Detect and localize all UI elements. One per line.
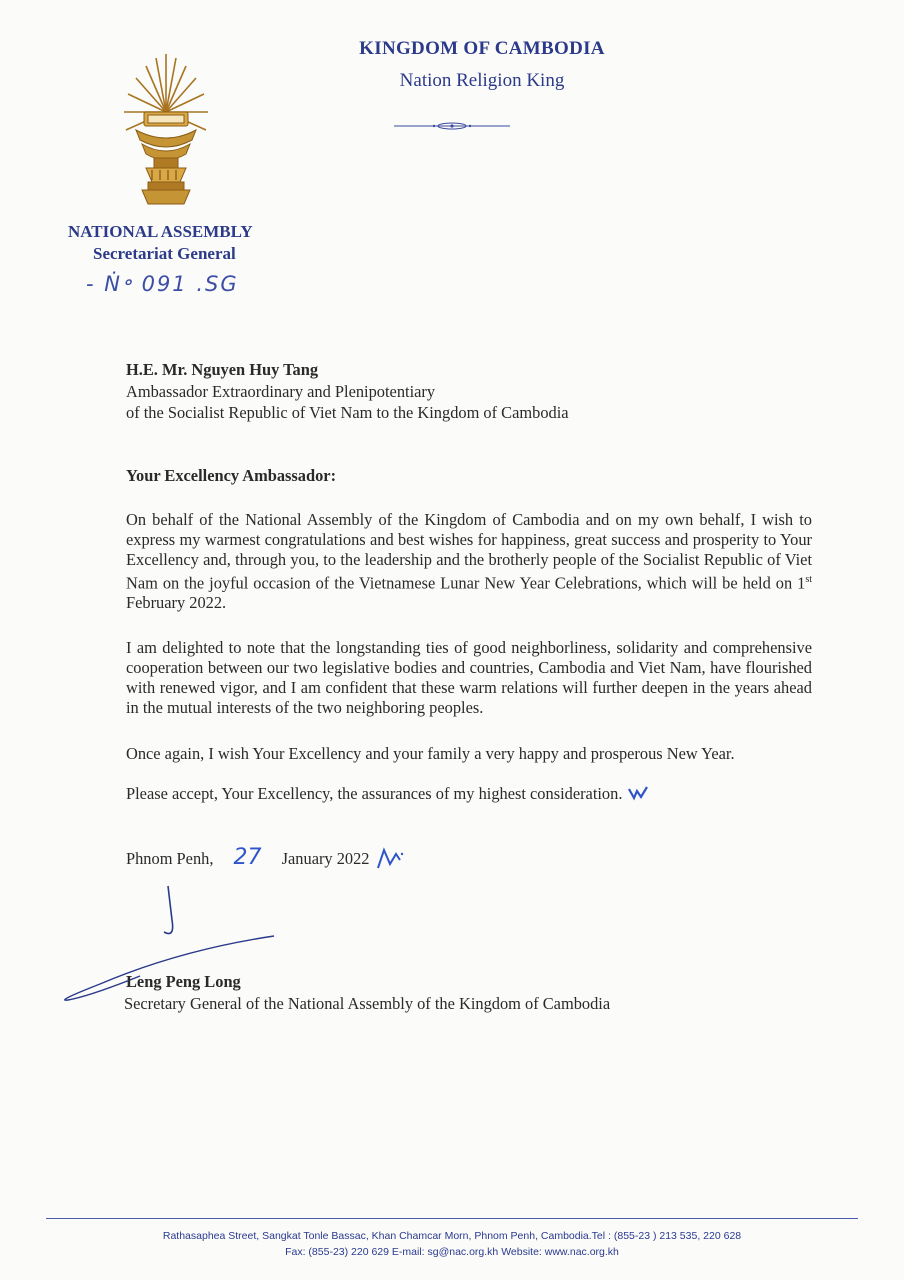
paragraph-4-text: Please accept, Your Excellency, the assurances of my highest consideration. bbox=[126, 784, 623, 803]
sender-office: Secretariat General bbox=[93, 244, 236, 263]
footer-contact: Fax: (855-23) 220 629 E-mail: sg@nac.org.kh Website: www.nac.org.kh bbox=[285, 1246, 619, 1258]
paragraph-2: I am delighted to note that the longstanding ties of good neighborliness, solidarity and comprehensive cooperation between our two legislative bodies and countries, Cambodia and Viet Nam, have flourished with renewed vigor, and I am confident that these warm relations will further deepen in the years ahead in the mutual interests of the two neighboring peoples. bbox=[126, 638, 812, 717]
paragraph-4 bbox=[126, 784, 812, 804]
paragraph-3: Once again, I wish Your Excellency and your family a very happy and prosperous New Year. bbox=[126, 744, 735, 763]
paragraph-1-text: On behalf of the National Assembly of the Kingdom of Cambodia and on my own behalf, I wish to express my warmest congratulations and best wishes for happiness, great success and prosperity to Your Excellency and, through you, to the leadership and the brotherly people of the Socialist Republic of Viet Nam on the joyful occasion of the Vietnamese Lunar New Year Celebrations, which will be held on 1 bbox=[126, 510, 812, 593]
reference-number: - Ṅ॰ 091 .SG bbox=[86, 272, 239, 296]
handwritten-day: 27 bbox=[233, 845, 262, 870]
footer-divider bbox=[46, 1218, 858, 1219]
header-country: KINGDOM OF CAMBODIA bbox=[359, 38, 605, 59]
paragraph-1 bbox=[126, 510, 812, 613]
salutation: Your Excellency Ambassador: bbox=[126, 466, 337, 485]
signer-name: Leng Peng Long bbox=[126, 972, 241, 991]
initial-mark-icon bbox=[627, 785, 649, 801]
footer-address: Rathasaphea Street, Sangkat Tonle Bassac, Khan Chamcar Morn, Phnom Penh, Cambodia.Tel : (855-23 ) 213 535, 220 628 bbox=[162, 1230, 742, 1242]
paragraph-1-ordinal: st bbox=[805, 574, 812, 585]
header-motto: Nation Religion King bbox=[399, 70, 565, 91]
recipient-title-line1: Ambassador Extraordinary and Plenipotentiary bbox=[126, 382, 436, 401]
recipient-name: H.E. Mr. Nguyen Huy Tang bbox=[126, 360, 319, 379]
month-year-text: January 2022 bbox=[281, 849, 370, 868]
sender-department: NATIONAL ASSEMBLY bbox=[68, 222, 253, 241]
decorative-divider-icon bbox=[392, 120, 512, 132]
paragraph-1-end: February 2022. bbox=[126, 593, 227, 613]
recipient-title-line2: of the Socialist Republic of Viet Nam to the Kingdom of Cambodia bbox=[126, 403, 569, 422]
place-text: Phnom Penh, bbox=[126, 849, 214, 868]
initial-mark-icon bbox=[374, 846, 404, 872]
cambodia-royal-emblem-icon bbox=[118, 50, 214, 210]
signer-title: Secretary General of the National Assembly of the Kingdom of Cambodia bbox=[124, 994, 611, 1013]
place-date bbox=[126, 846, 812, 872]
